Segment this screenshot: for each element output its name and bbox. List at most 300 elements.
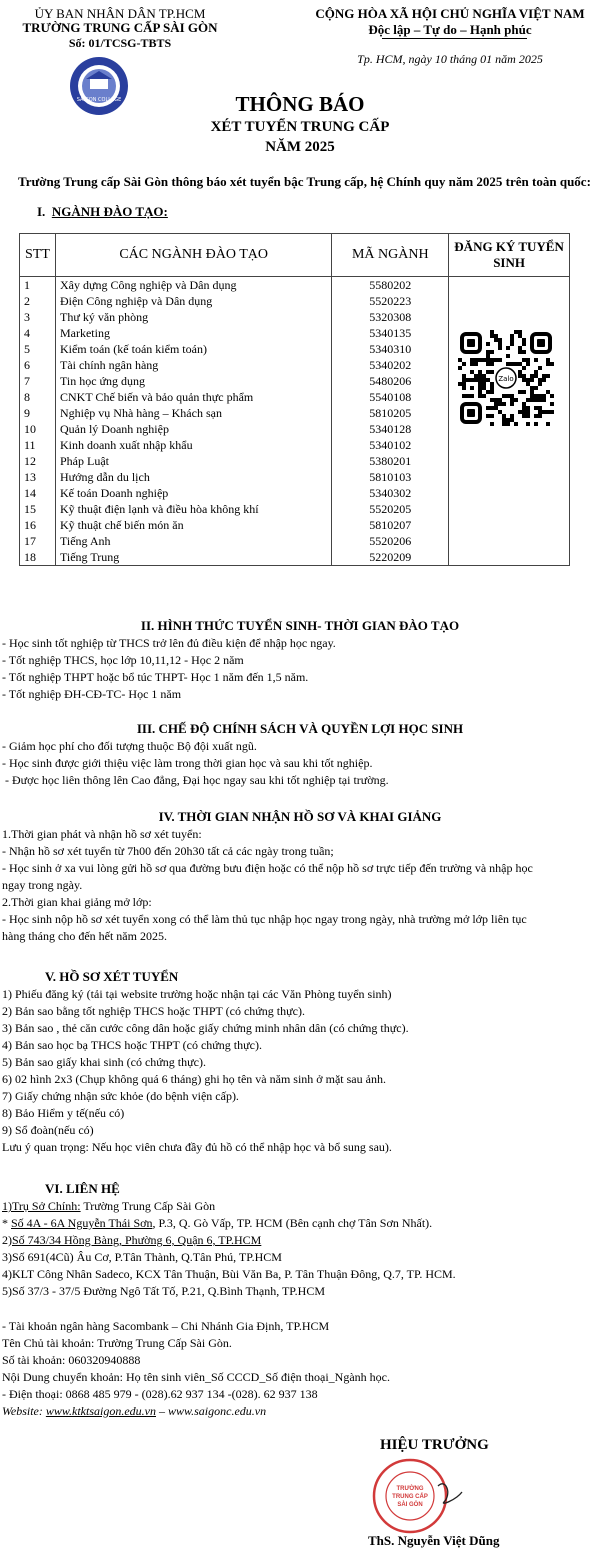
- qr-module: [542, 394, 546, 398]
- qr-module: [522, 390, 526, 394]
- section1-number: I.: [37, 204, 46, 219]
- table-row: [20, 277, 570, 294]
- qr-module: [538, 410, 542, 414]
- section2-line: - Học sinh tốt nghiệp từ THCS trở lên đủ điều kiện để nhập học ngay.: [2, 636, 336, 650]
- section6-heading: VI. LIÊN HỆ: [45, 1181, 120, 1196]
- section5-line: 6) 02 hình 2x3 (Chụp không quá 6 tháng) ghi họ tên và năm sinh ở mặt sau ảnh.: [2, 1072, 386, 1086]
- stt-cell: 12: [20, 453, 56, 469]
- qr-module: [474, 378, 478, 382]
- qr-module: [502, 402, 506, 406]
- major-name-cell: Marketing: [55, 325, 331, 341]
- qr-module: [466, 394, 470, 398]
- contact-branch-3: 3)Số 691(4Cũ) Âu Cơ, P.Tân Thành, Q.Tân Phú, TP.HCM: [2, 1250, 282, 1264]
- qr-module: [526, 406, 530, 410]
- major-code-cell: 5340128: [332, 421, 449, 437]
- qr-module: [546, 374, 550, 378]
- major-name-cell: Kinh doanh xuất nhập khẩu: [55, 437, 331, 453]
- qr-module: [490, 358, 494, 362]
- qr-module: [502, 414, 506, 418]
- qr-module: [470, 370, 474, 374]
- stt-cell: 2: [20, 293, 56, 309]
- qr-module: [534, 422, 538, 426]
- qr-module: [470, 378, 474, 382]
- qr-module: [506, 346, 510, 350]
- qr-module: [502, 418, 506, 422]
- qr-module: [542, 410, 546, 414]
- qr-module: [462, 382, 466, 386]
- section4-line: - Nhận hồ sơ xét tuyển từ 7h00 đến 20h30 tất cả các ngày trong tuần;: [2, 844, 334, 858]
- qr-module: [474, 358, 478, 362]
- qr-module: [510, 338, 514, 342]
- website-separator: –: [156, 1404, 168, 1418]
- bank-line: Tên Chủ tài khoản: Trường Trung Cấp Sài Gòn.: [2, 1336, 232, 1350]
- major-code-cell: 5810207: [332, 517, 449, 533]
- section4-line: - Học sinh ở xa vui lòng gửi hồ sơ qua đường bưu điện hoặc có thể nộp hồ sơ trực tiếp đến trường và nhập học: [2, 861, 533, 875]
- intro-paragraph: Trường Trung cấp Sài Gòn thông báo xét tuyển bậc Trung cấp, hệ Chính quy năm 2025 trên toàn quốc:: [18, 174, 591, 189]
- major-code-cell: 5580202: [332, 277, 449, 294]
- section5-line: 1) Phiếu đăng ký (tải tại website trường hoặc nhận tại các Văn Phòng tuyển sinh): [2, 987, 392, 1001]
- qr-module: [482, 358, 486, 362]
- section5-line: 8) Bảo Hiểm y tế(nếu có): [2, 1106, 125, 1120]
- nation-motto: Độc lập – Tự do – Hạnh phúc: [368, 22, 532, 37]
- qr-module: [526, 410, 530, 414]
- qr-module: [490, 370, 494, 374]
- stt-cell: 17: [20, 533, 56, 549]
- svg-text:TRƯỜNG: TRƯỜNG: [396, 1486, 424, 1492]
- qr-module: [478, 386, 482, 390]
- qr-module: [526, 362, 530, 366]
- qr-module: [502, 394, 506, 398]
- document-number: Số: 01/TCSG-TBTS: [68, 36, 172, 50]
- qr-module: [494, 402, 498, 406]
- section4-body: [2, 826, 533, 944]
- qr-module: [494, 334, 498, 338]
- zalo-qr-code[interactable]: [458, 330, 554, 426]
- qr-module: [470, 394, 474, 398]
- qr-module: [494, 338, 498, 342]
- qr-module: [486, 370, 490, 374]
- doc-title: THÔNG BÁO: [235, 92, 365, 116]
- major-code-cell: 5340202: [332, 357, 449, 373]
- qr-module: [550, 394, 554, 398]
- qr-module: [526, 382, 530, 386]
- contact-branch-2: [2, 1232, 456, 1248]
- qr-module: [490, 390, 494, 394]
- major-name-cell: Nghiệp vụ Nhà hàng – Khách sạn: [55, 405, 331, 421]
- section1-heading: [37, 203, 168, 220]
- qr-module: [522, 350, 526, 354]
- qr-icon: [458, 330, 554, 426]
- qr-module: [498, 358, 502, 362]
- major-code-cell: 5340302: [332, 485, 449, 501]
- qr-module: [542, 398, 546, 402]
- svg-text:SÀI GÒN: SÀI GÒN: [397, 1502, 423, 1508]
- qr-module: [462, 374, 466, 378]
- phone-line: - Điện thoại: 0868 485 979 - (028).62 937 134 -(028). 62 937 138: [2, 1387, 318, 1401]
- qr-module: [518, 346, 522, 350]
- school-name: TRƯỜNG TRUNG CẤP SÀI GÒN: [22, 20, 218, 35]
- major-code-cell: 5320308: [332, 309, 449, 325]
- qr-module: [530, 386, 534, 390]
- qr-module: [482, 386, 486, 390]
- qr-module: [478, 390, 482, 394]
- major-name-cell: Thư ký văn phòng: [55, 309, 331, 325]
- major-name-cell: Tiếng Trung: [55, 549, 331, 566]
- website-line: [2, 1403, 390, 1419]
- issue-date: Tp. HCM, ngày 10 tháng 01 năm 2025: [357, 52, 543, 66]
- qr-module: [534, 386, 538, 390]
- major-name-cell: Tiếng Anh: [55, 533, 331, 549]
- section1-title: NGÀNH ĐÀO TẠO:: [51, 204, 168, 219]
- qr-module: [546, 358, 550, 362]
- stt-cell: 8: [20, 389, 56, 405]
- section4-line: ngay trong ngày.: [2, 878, 83, 892]
- col-header-register: ĐĂNG KÝ TUYỂN SINH: [449, 234, 570, 277]
- qr-module: [498, 342, 502, 346]
- qr-module: [522, 410, 526, 414]
- major-name-cell: Kỹ thuật chế biến món ăn: [55, 517, 331, 533]
- section5-body: [2, 986, 409, 1155]
- section3-line: - Giảm học phí cho đối tượng thuộc Bộ đội xuất ngũ.: [2, 739, 257, 753]
- stt-cell: 6: [20, 357, 56, 373]
- bank-line: Số tài khoản: 060320940888: [2, 1353, 141, 1367]
- qr-module: [490, 398, 494, 402]
- qr-module: [526, 378, 530, 382]
- qr-module: [546, 422, 550, 426]
- qr-module: [506, 354, 510, 358]
- qr-module: [514, 362, 518, 366]
- contact-hq: [2, 1198, 456, 1214]
- qr-module: [506, 418, 510, 422]
- section5-line: 9) Sổ đoàn(nếu có): [2, 1123, 94, 1137]
- qr-module: [518, 362, 522, 366]
- contact-hq-address: [2, 1215, 456, 1231]
- qr-module: [486, 414, 490, 418]
- website-label: Website:: [2, 1404, 46, 1418]
- qr-module: [490, 350, 494, 354]
- qr-module: [546, 410, 550, 414]
- major-code-cell: 5340310: [332, 341, 449, 357]
- major-name-cell: Kế toán Doanh nghiệp: [55, 485, 331, 501]
- qr-module: [522, 378, 526, 382]
- qr-module: [510, 398, 514, 402]
- qr-module: [474, 374, 478, 378]
- hq-label: 1)Trụ Sở Chính:: [2, 1199, 81, 1213]
- qr-module: [490, 334, 494, 338]
- qr-module: [470, 362, 474, 366]
- qr-module: [462, 394, 466, 398]
- official-stamp: [368, 1456, 468, 1536]
- qr-module: [462, 386, 466, 390]
- major-name-cell: Pháp Luật: [55, 453, 331, 469]
- qr-module: [522, 342, 526, 346]
- qr-module: [490, 330, 494, 334]
- major-code-cell: 5380201: [332, 453, 449, 469]
- branch2-number: 2): [2, 1233, 12, 1247]
- qr-module: [510, 342, 514, 346]
- stt-cell: 9: [20, 405, 56, 421]
- signatory-name: ThS. Nguyễn Việt Dũng: [368, 1533, 500, 1548]
- qr-module: [526, 398, 530, 402]
- qr-module: [482, 374, 486, 378]
- signature-title: HIỆU TRƯỞNG: [380, 1437, 489, 1453]
- qr-module: [550, 410, 554, 414]
- qr-module: [498, 338, 502, 342]
- qr-module: [522, 402, 526, 406]
- qr-module: [526, 358, 530, 362]
- bank-line: Nội Dung chuyển khoản: Họ tên sinh viên_Số CCCD_Số điện thoại_Ngành học.: [2, 1370, 390, 1384]
- qr-module: [486, 390, 490, 394]
- contact-branch-4: 4)KLT Công Nhân Sadeco, KCX Tân Thuận, Bùi Văn Ba, P. Tân Thuận Đông, Q.7, TP. HCM.: [2, 1267, 456, 1281]
- stt-cell: 15: [20, 501, 56, 517]
- qr-module: [486, 354, 490, 358]
- qr-module: [478, 382, 482, 386]
- major-code-cell: 5810103: [332, 469, 449, 485]
- qr-module: [522, 338, 526, 342]
- qr-module: [482, 382, 486, 386]
- website-link-1[interactable]: www.ktktsaigon.edu.vn: [45, 1404, 156, 1418]
- contact-branch-5: 5)Số 37/3 - 37/5 Đường Ngô Tất Tố, P.21, Q.Bình Thạnh, TP.HCM: [2, 1284, 325, 1298]
- section5-line: 4) Bản sao học bạ THCS hoặc THPT (có chứng thực).: [2, 1038, 262, 1052]
- qr-module: [486, 406, 490, 410]
- stt-cell: 16: [20, 517, 56, 533]
- qr-module: [538, 398, 542, 402]
- major-name-cell: Kỹ thuật điện lạnh và điều hòa không khí: [55, 501, 331, 517]
- qr-module: [478, 370, 482, 374]
- hq-bullet: *: [2, 1216, 11, 1230]
- section2-body: [2, 635, 336, 702]
- qr-module: [526, 422, 530, 426]
- qr-module: [490, 406, 494, 410]
- section3-heading: III. CHẾ ĐỘ CHÍNH SÁCH VÀ QUYỀN LỢI HỌC SINH: [136, 721, 464, 736]
- section4-line: 1.Thời gian phát và nhận hồ sơ xét tuyển:: [2, 827, 202, 841]
- qr-module: [534, 414, 538, 418]
- qr-module: [510, 362, 514, 366]
- section5-line: Lưu ý quan trọng: Nếu học viên chưa đầy đủ hồ có thể nhập học và bổ sung sau).: [2, 1140, 392, 1154]
- qr-module: [490, 386, 494, 390]
- qr-module: [486, 350, 490, 354]
- col-header-major: CÁC NGÀNH ĐÀO TẠO: [55, 234, 331, 277]
- section5-line: 5) Bản sao giấy khai sinh (có chứng thực).: [2, 1055, 206, 1069]
- qr-module: [478, 374, 482, 378]
- col-header-code: MÃ NGÀNH: [332, 234, 449, 277]
- qr-module: [510, 394, 514, 398]
- major-code-cell: 5480206: [332, 373, 449, 389]
- qr-module: [478, 358, 482, 362]
- qr-module: [518, 410, 522, 414]
- section3-body: [2, 738, 389, 788]
- qr-module: [534, 406, 538, 410]
- qr-module: [510, 414, 514, 418]
- major-name-cell: Điện Công nghiệp và Dân dụng: [55, 293, 331, 309]
- bank-line: - Tài khoản ngân hàng Sacombank – Chi Nhánh Gia Định, TP.HCM: [2, 1319, 330, 1333]
- stt-cell: 7: [20, 373, 56, 389]
- qr-module: [486, 342, 490, 346]
- qr-module: [502, 422, 506, 426]
- doc-year: NĂM 2025: [265, 139, 335, 155]
- section5-line: 7) Giấy chứng nhận sức khỏe (do bệnh viện cấp).: [2, 1089, 239, 1103]
- qr-module: [458, 366, 462, 370]
- stt-cell: 5: [20, 341, 56, 357]
- qr-module: [482, 378, 486, 382]
- qr-module: [466, 378, 470, 382]
- section5-line: 3) Bản sao , thẻ căn cước công dân hoặc giấy chứng minh nhân dân (có chứng thực).: [2, 1021, 409, 1035]
- qr-module: [494, 398, 498, 402]
- col-header-stt: STT: [20, 234, 56, 277]
- section4-line: hàng tháng cho đến hết năm 2025.: [2, 929, 167, 943]
- doc-subtitle: XÉT TUYỂN TRUNG CẤP: [210, 119, 390, 135]
- section4-line: - Học sinh nộp hồ sơ xét tuyển xong có thể làm thủ tục nhập học ngay trong ngày, nhà trường mở lớp liên tục: [2, 912, 527, 926]
- major-name-cell: Tin học ứng dụng: [55, 373, 331, 389]
- qr-module: [538, 394, 542, 398]
- major-code-cell: 5220209: [332, 549, 449, 566]
- qr-module: [534, 358, 538, 362]
- qr-module: [522, 374, 526, 378]
- qr-module: [534, 394, 538, 398]
- motto-underline: [382, 38, 527, 39]
- qr-module: [530, 378, 534, 382]
- stt-cell: 13: [20, 469, 56, 485]
- nation-title: CỘNG HÒA XÃ HỘI CHỦ NGHĨA VIỆT NAM: [315, 6, 585, 21]
- qr-module: [482, 394, 486, 398]
- section4-heading: IV. THỜI GIAN NHẬN HỒ SƠ VÀ KHAI GIẢNG: [158, 809, 442, 824]
- qr-module: [498, 410, 502, 414]
- qr-module: [470, 358, 474, 362]
- branch2-address: Số 743/34 Hồng Bàng, Phường 6, Quận 6, TP.HCM: [12, 1233, 262, 1247]
- qr-module: [458, 358, 462, 362]
- qr-module: [470, 386, 474, 390]
- qr-module: [490, 382, 494, 386]
- qr-module: [526, 414, 530, 418]
- qr-module: [538, 366, 542, 370]
- qr-module: [534, 370, 538, 374]
- stt-cell: 3: [20, 309, 56, 325]
- qr-module: [458, 382, 462, 386]
- section2-line: - Tốt nghiệp ĐH-CĐ-TC- Học 1 năm: [2, 687, 182, 701]
- qr-module: [530, 394, 534, 398]
- section4-line: 2.Thời gian khai giảng mở lớp:: [2, 895, 152, 909]
- section6-contacts: [2, 1198, 456, 1299]
- section2-line: - Tốt nghiệp THPT hoặc bổ túc THPT- Học 1 năm đến 1,5 năm.: [2, 670, 309, 684]
- table-header-row: [20, 234, 570, 277]
- qr-module: [542, 378, 546, 382]
- qr-module: [462, 378, 466, 382]
- major-code-cell: 5340135: [332, 325, 449, 341]
- logo-text: SAIGON COLLEGE: [76, 97, 122, 103]
- qr-module: [538, 406, 542, 410]
- qr-module: [462, 362, 466, 366]
- qr-module: [490, 362, 494, 366]
- bank-info: [2, 1318, 390, 1419]
- qr-module: [514, 330, 518, 334]
- qr-module: [538, 382, 542, 386]
- qr-module: [530, 398, 534, 402]
- stt-cell: 4: [20, 325, 56, 341]
- hq-address-rest: , P.3, Q. Gò Vấp, TP. HCM (Bên cạnh chợ Tân Sơn Nhất).: [152, 1216, 433, 1230]
- qr-module: [498, 398, 502, 402]
- qr-module: [498, 402, 502, 406]
- qr-module: [518, 390, 522, 394]
- qr-module: [514, 398, 518, 402]
- qr-module: [506, 394, 510, 398]
- section3-line: - Được học liên thông lên Cao đẳng, Đại học ngay sau khi tốt nghiệp tại trường.: [2, 773, 389, 787]
- qr-module: [486, 362, 490, 366]
- qr-module: [518, 334, 522, 338]
- major-code-cell: 5520206: [332, 533, 449, 549]
- hq-address-street: Số 4A - 6A Nguyễn Thái Sơn: [11, 1216, 153, 1230]
- major-name-cell: Quản lý Doanh nghiệp: [55, 421, 331, 437]
- stt-cell: 1: [20, 277, 56, 294]
- major-name-cell: Xây dựng Công nghiệp và Dân dụng: [55, 277, 331, 294]
- stt-cell: 11: [20, 437, 56, 453]
- qr-module: [522, 406, 526, 410]
- authority-name: ỦY BAN NHÂN DÂN TP.HCM: [34, 6, 206, 21]
- qr-module: [494, 406, 498, 410]
- major-name-cell: CNKT Chế biến và bảo quản thực phẩm: [55, 389, 331, 405]
- section2-heading: II. HÌNH THỨC TUYỂN SINH- THỜI GIAN ĐÀO TẠO: [140, 618, 460, 633]
- section5-heading: V. HỒ SƠ XÉT TUYỂN: [45, 969, 179, 984]
- qr-module: [530, 374, 534, 378]
- qr-module: [510, 334, 514, 338]
- qr-module: [518, 350, 522, 354]
- major-name-cell: Tài chính ngân hàng: [55, 357, 331, 373]
- qr-module: [506, 422, 510, 426]
- website-link-2[interactable]: www.saigonc.edu.vn: [168, 1404, 267, 1418]
- major-code-cell: 5520223: [332, 293, 449, 309]
- qr-module: [494, 358, 498, 362]
- section2-line: - Tốt nghiệp THCS, học lớp 10,11,12 - Học 2 năm: [2, 653, 244, 667]
- qr-module: [542, 374, 546, 378]
- major-name-cell: Kiểm toán (kế toán kiểm toán): [55, 341, 331, 357]
- qr-zalo-label: Zalo: [498, 375, 514, 383]
- major-code-cell: 5520205: [332, 501, 449, 517]
- qr-module: [478, 394, 482, 398]
- qr-module: [518, 330, 522, 334]
- svg-text:TRUNG CẤP: TRUNG CẤP: [392, 1494, 428, 1500]
- qr-module: [506, 362, 510, 366]
- qr-module: [514, 422, 518, 426]
- qr-module: [538, 414, 542, 418]
- qr-module: [510, 418, 514, 422]
- qr-module: [510, 402, 514, 406]
- qr-module: [490, 422, 494, 426]
- qr-module: [522, 358, 526, 362]
- qr-module: [486, 378, 490, 382]
- stt-cell: 14: [20, 485, 56, 501]
- qr-module: [474, 362, 478, 366]
- stt-cell: 10: [20, 421, 56, 437]
- qr-module: [490, 414, 494, 418]
- qr-module: [486, 358, 490, 362]
- qr-module: [530, 390, 534, 394]
- major-code-cell: 5810205: [332, 405, 449, 421]
- hq-name: Trường Trung Cấp Sài Gòn: [80, 1199, 216, 1213]
- qr-module: [518, 374, 522, 378]
- qr-module: [546, 390, 550, 394]
- major-code-cell: 5340102: [332, 437, 449, 453]
- qr-module: [534, 374, 538, 378]
- qr-module: [538, 378, 542, 382]
- section3-line: - Học sinh được giới thiệu việc làm trong thời gian học và sau khi tốt nghiệp.: [2, 756, 373, 770]
- qr-module: [534, 398, 538, 402]
- major-code-cell: 5540108: [332, 389, 449, 405]
- qr-module: [550, 402, 554, 406]
- stt-cell: 18: [20, 549, 56, 566]
- qr-module: [522, 414, 526, 418]
- qr-module: [546, 362, 550, 366]
- qr-module: [498, 346, 502, 350]
- qr-module: [550, 362, 554, 366]
